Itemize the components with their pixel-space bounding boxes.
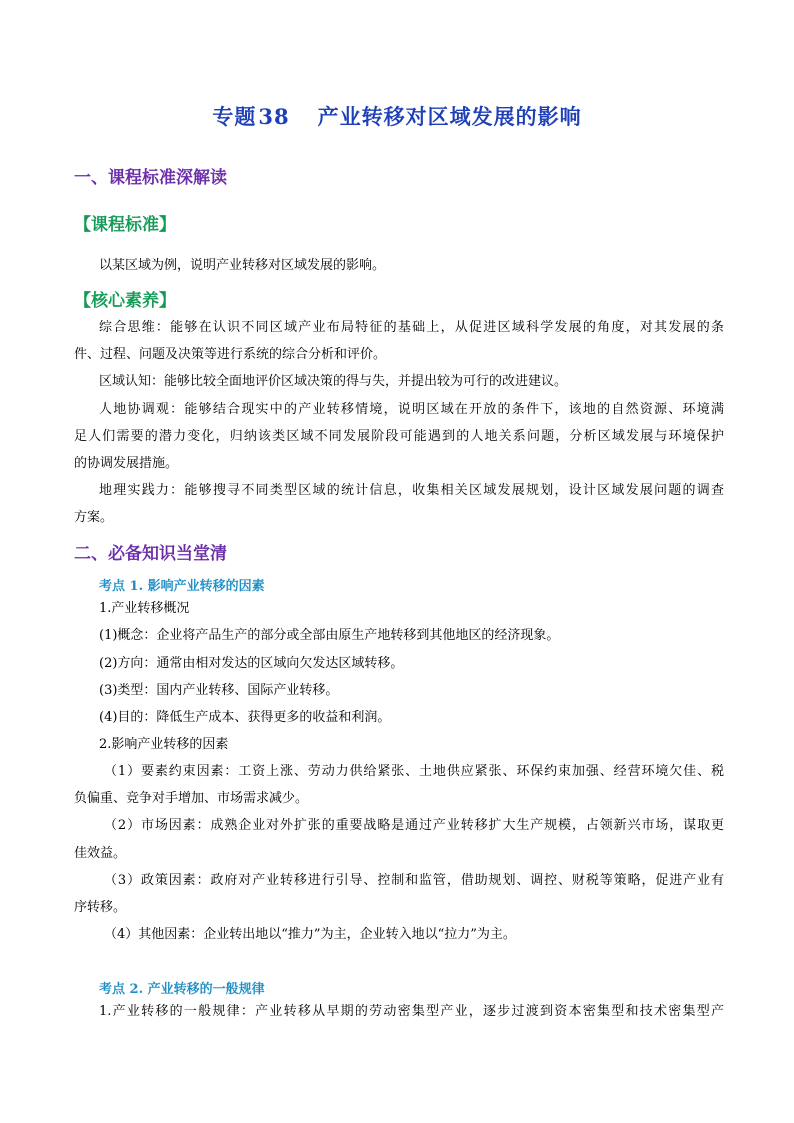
literacy-line: 地理实践力：能够搜寻不同类型区域的统计信息，收集相关区域发展规划，设计区域发展问题的调查 [99, 483, 724, 498]
kp1-line: 1.产业转移概况 [99, 601, 190, 616]
literacy-heading: 【核心素养】 [74, 291, 176, 311]
literacy-line: 综合思维：能够在认识不同区域产业布局特征的基础上，从促进区域科学发展的角度，对其发展的条 [99, 320, 724, 335]
section2-heading: 二、必备知识当堂清 [74, 544, 227, 564]
kp1-line: 序转移。 [74, 900, 127, 915]
literacy-line: 人地协调观：能够结合现实中的产业转移情境，说明区域在开放的条件下，该地的自然资源、环境满 [99, 402, 724, 417]
standard-heading: 【课程标准】 [74, 215, 176, 235]
standard-text: 以某区域为例，说明产业转移对区域发展的影响。 [99, 258, 386, 273]
kp1-line: (1)概念：企业将产品生产的部分或全部由原生产地转移到其他地区的经济现象。 [99, 628, 560, 643]
kp2-line: 1.产业转移的一般规律：产业转移从早期的劳动密集型产业，逐步过渡到资本密集型和技术密集型产 [99, 1004, 724, 1019]
kp1-line: （3）政策因素：政府对产业转移进行引导、控制和监管，借助规划、调控、财税等策略，促进产业有 [104, 873, 724, 888]
section1-heading: 一、课程标准深解读 [74, 168, 227, 188]
literacy-line: 区域认知：能够比较全面地评价区域决策的得与失，并提出较为可行的改进建议。 [99, 374, 568, 389]
kp1-line: （1）要素约束因素：工资上涨、劳动力供给紧张、土地供应紧张、环保约束加强、经营环境欠佳、税 [104, 764, 724, 779]
kp1-line: 2.影响产业转移的因素 [99, 737, 229, 752]
kp1-line: (4)目的：降低生产成本、获得更多的收益和利润。 [99, 710, 391, 725]
kp1-line: 负偏重、竞争对手增加、市场需求减少。 [74, 791, 309, 806]
title-prefix: 专题 [212, 104, 257, 129]
kp1-line: （4）其他因素：企业转出地以“推力”为主，企业转入地以“拉力”为主。 [104, 927, 516, 942]
title-number: 38 [258, 104, 290, 129]
kp1-heading: 考点 1. 影响产业转移的因素 [99, 579, 265, 594]
kp2-heading: 考点 2. 产业转移的一般规律 [99, 982, 265, 997]
kp1-line: (3)类型：国内产业转移、国际产业转移。 [99, 683, 339, 698]
literacy-line: 的协调发展措施。 [74, 456, 179, 471]
kp1-line: （2）市场因素：成熟企业对外扩张的重要战略是通过产业转移扩大生产规模，占领新兴市场，谋取更 [104, 818, 724, 833]
literacy-line: 足人们需要的潜力变化，归纳该类区域不同发展阶段可能遇到的人地关系问题，分析区域发展与环境保护 [74, 429, 724, 444]
literacy-line: 件、过程、问题及决策等进行系统的综合分析和评价。 [74, 347, 387, 362]
literacy-line: 方案。 [74, 510, 114, 525]
title-text: 产业转移对区域发展的影响 [317, 104, 582, 129]
kp1-line: (2)方向：通常由相对发达的区域向欠发达区域转移。 [99, 656, 404, 671]
page-title [0, 101, 794, 131]
kp1-line: 佳效益。 [74, 846, 127, 861]
